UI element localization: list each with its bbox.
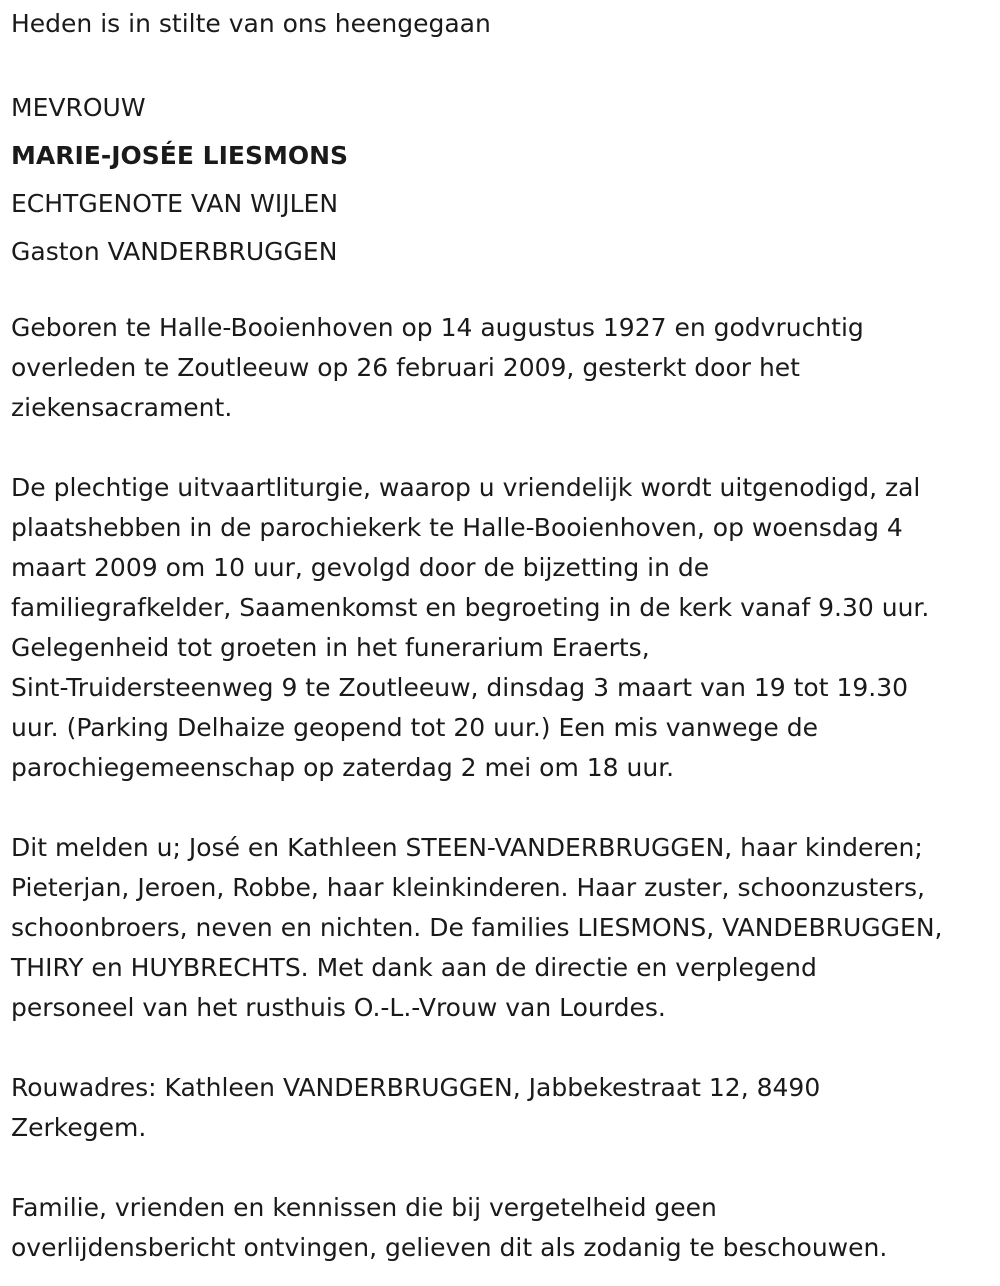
address-paragraph [11,1068,991,1148]
spacer [11,1148,991,1188]
intro-line: Heden is in stilte van ons heengegaan [11,9,491,38]
spacer [11,44,991,84]
closing-paragraph [11,1188,991,1268]
family-paragraph [11,828,991,1028]
obituary-document [11,4,991,1268]
text-line: De plechtige uitvaartliturgie, waarop u vriendelijk wordt uitgenodigd, zal [11,473,921,502]
text-line: Gelegenheid tot groeten in het funerarium Eraerts, [11,633,650,662]
text-line: uur. (Parking Delhaize geopend tot 20 uur.) Een mis vanwege de [11,713,818,742]
text-line: Zerkegem. [11,1113,147,1142]
text-line: Dit melden u; José en Kathleen STEEN-VANDERBRUGGEN, haar kinderen; [11,833,923,862]
text-line: Geboren te Halle-Booienhoven op 14 augustus 1927 en godvruchtig [11,313,864,342]
text-line: overlijdensbericht ontvingen, gelieven dit als zodanig te beschouwen. [11,1233,888,1262]
deceased-name: MARIE-JOSÉE LIESMONS [11,141,349,170]
text-line: familiegrafkelder, Saamenkomst en begroeting in de kerk vanaf 9.30 uur. [11,593,930,622]
text-line: Sint-Truidersteenweg 9 te Zoutleeuw, dinsdag 3 maart van 19 tot 19.30 [11,673,909,702]
spacer [11,788,991,828]
spacer [11,276,991,308]
title-prefix: MEVROUW [11,93,146,122]
text-line: THIRY en HUYBRECHTS. Met dank aan de directie en verplegend [11,953,817,982]
funeral-paragraph [11,468,991,788]
text-line: personeel van het rusthuis O.-L.-Vrouw van Lourdes. [11,993,666,1022]
spouse-name: Gaston VANDERBRUGGEN [11,237,338,266]
text-line: Rouwadres: Kathleen VANDERBRUGGEN, Jabbekestraat 12, 8490 [11,1073,821,1102]
text-line: parochiegemeenschap op zaterdag 2 mei om 18 uur. [11,753,675,782]
text-line: ziekensacrament. [11,393,233,422]
relation-line: ECHTGENOTE VAN WIJLEN [11,189,339,218]
text-line: Familie, vrienden en kennissen die bij vergetelheid geen [11,1193,717,1222]
text-line: schoonbroers, neven en nichten. De families LIESMONS, VANDEBRUGGEN, [11,913,943,942]
birth-paragraph [11,308,991,428]
text-line: Pieterjan, Jeroen, Robbe, haar kleinkinderen. Haar zuster, schoonzusters, [11,873,925,902]
deceased-block [11,84,991,276]
text-line: plaatshebben in de parochiekerk te Halle-Booienhoven, op woensdag 4 [11,513,903,542]
spacer [11,428,991,468]
text-line: maart 2009 om 10 uur, gevolgd door de bijzetting in de [11,553,710,582]
text-line: overleden te Zoutleeuw op 26 februari 2009, gesterkt door het [11,353,800,382]
spacer [11,1028,991,1068]
